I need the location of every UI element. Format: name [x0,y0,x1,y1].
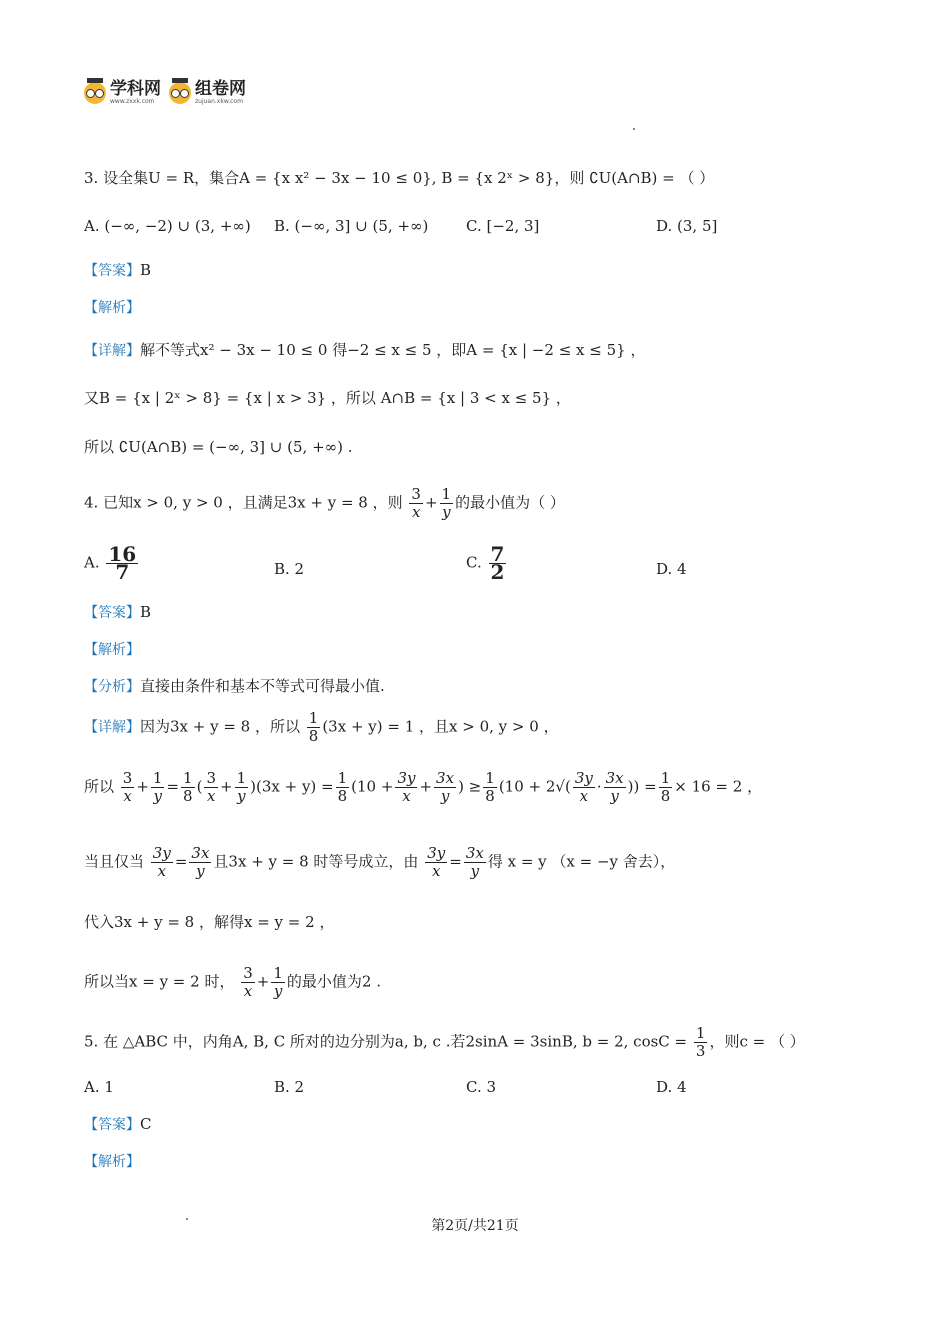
q4-detail-4: 代入3x + y = 8 ，解得x = y = 2 ， [84,913,335,931]
fraction: $\frac{7}{2}$ [490,542,505,584]
q3-detail-3: 所以 ∁U(A∩B) = (−∞, 3] ∪ (5, +∞) . [84,438,353,456]
q4-detail-1: 【详解】因为3x + y = 8 ，所以 $\frac{1}{8}$ (3x + y) = 1 ，且x > 0, y > 0 ， [84,709,559,745]
q3-detail-1: 【详解】解不等式x² − 3x − 10 ≤ 0 得−2 ≤ x ≤ 5 ，即A = {x | −2 ≤ x ≤ 5} ， [84,341,646,359]
q4-option-c: C. $\frac{7}{2}$ [466,542,505,584]
owl-icon [169,82,191,104]
fraction: $\frac{1}{y}$ [441,485,452,521]
q4-option-d: D. 4 [656,560,687,578]
q4-stem: 4. 已知x > 0, y > 0 ，且满足3x + y = 8 ，则 $\frac{3}{x}$ + $\frac{1}{y}$ 的最小值为（ ） [84,485,565,521]
q4-option-a: A. $\frac{16}{7}$ [84,542,137,584]
q5-stem: 5. 在 △ABC 中，内角A, B, C 所对的边分别为a, b, c .若2sinA = 3sinB, b = 2, cosC = $\frac{1}{3}$ ，则c = （ ） [84,1024,805,1060]
zujuanwang-logo: 组卷网 zujuan.xkw.com [169,80,246,105]
q3-option-b: B. (−∞, 3] ∪ (5, +∞) [274,217,429,235]
q4-detail-2: 所以 $\frac{3}{x}$ + $\frac{1}{y}$ = $\frac{1}{8}$ ( $\frac{3}{x}$ + $\frac{1}{y}$ )(3x + y) = $\frac{1}{8}$ (10 + $\frac{3y}{x}$ + $\frac{3x}{y}$ ) ≥ $\frac{1}{8}$ (10 + 2√( $\frac{3y}{x}$ · $\frac{3x}{y}$ )) = $\frac{1}{8}$ × 16 = 2 ， [84,769,763,805]
q4-answer: 【答案】B [84,603,152,621]
fraction: $\frac{1}{8}$ [308,709,319,745]
page-footer: 第2页/共21页 [431,1218,519,1234]
stray-dot [633,128,635,130]
q4-detail-5: 所以当x = y = 2 时， $\frac{3}{x}$ + $\frac{1}{y}$ 的最小值为2 . [84,964,382,1000]
q3-option-d: D. (3, 5] [656,217,718,235]
q5-option-a: A. 1 [84,1078,114,1096]
xuekewang-logo: 学科网 www.zxxk.com [84,80,161,105]
q3-detail-2: 又B = {x | 2ˣ > 8} = {x | x > 3} ，所以 A∩B = {x | 3 < x ≤ 5} ， [84,389,571,407]
header-logos [84,80,246,105]
q3-answer: 【答案】B [84,261,152,279]
q3-stem: 3. 设全集U = R，集合A = {x x² − 3x − 10 ≤ 0}, B = {x 2ˣ > 8}，则 ∁U(A∩B) = （ ） [84,169,715,187]
fraction: $\frac{3}{x}$ [411,485,421,521]
q5-option-b: B. 2 [274,1078,305,1096]
q5-option-d: D. 4 [656,1078,687,1096]
fraction: $\frac{16}{7}$ [108,542,137,584]
q3-option-a: A. (−∞, −2) ∪ (3, +∞) [84,217,251,235]
q5-option-c: C. 3 [466,1078,497,1096]
q5-analysis-tag: 【解析】 [84,1154,140,1170]
owl-icon [84,82,106,104]
q4-analysis-tag: 【解析】 [84,642,140,658]
q4-detail-3: 当且仅当 $\frac{3y}{x}$ = $\frac{3x}{y}$ 且3x + y = 8 时等号成立，由 $\frac{3y}{x}$ = $\frac{3x}{y}$ 得 x = y （x = −y 舍去）， [84,844,676,880]
q4-fenxi: 【分析】直接由条件和基本不等式可得最小值. [84,677,385,695]
q4-option-b: B. 2 [274,560,305,578]
q5-answer: 【答案】C [84,1115,152,1133]
q3-analysis-tag: 【解析】 [84,300,140,316]
q3-option-c: C. [−2, 3] [466,217,540,235]
